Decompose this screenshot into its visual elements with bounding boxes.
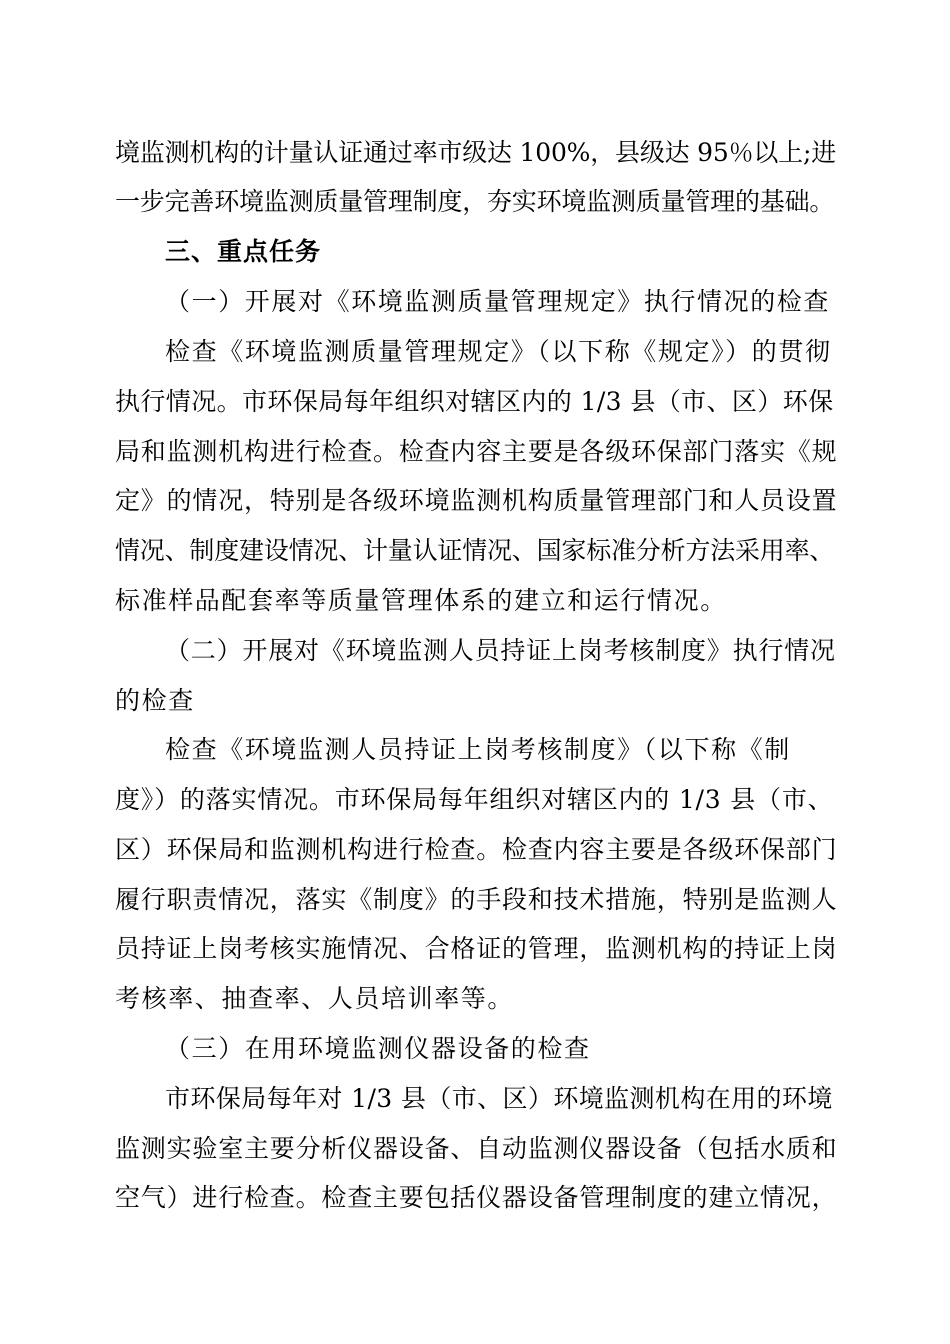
paragraph-line: 市环保局每年对 1/3 县（市、区）环境监测机构在用的环境: [165, 1084, 833, 1113]
paragraph-line: 履行职责情况，落实《制度》的手段和技术措施，特别是监测人: [115, 885, 838, 914]
subsection-heading-cont: 的检查: [115, 686, 195, 715]
paragraph-line: 区）环保局和监测机构进行检查。检查内容主要是各级环保部门: [115, 835, 838, 864]
paragraph-line: 一步完善环境监测质量管理制度，夯实环境监测质量管理的基础。: [115, 187, 835, 216]
subsection-heading: （三）在用环境监测仪器设备的检查: [165, 1034, 591, 1063]
paragraph-line: 空气）进行检查。检查主要包括仪器设备管理制度的建立情况，: [115, 1183, 838, 1212]
section-heading: 三、重点任务: [165, 237, 322, 266]
paragraph-line: 境监测机构的计量认证通过率市级达 100%，县级达 95％以上;进: [115, 138, 837, 167]
paragraph-line: 度》）的落实情况。市环保局每年组织对辖区内的 1/3 县（市、: [115, 785, 834, 814]
paragraph-line: 定》的情况，特别是各级环境监测机构质量管理部门和人员设置: [115, 486, 838, 515]
paragraph-line: 检查《环境监测人员持证上岗考核制度》（以下称《制: [165, 735, 791, 764]
paragraph-line: 考核率、抽查率、人员培训率等。: [115, 984, 515, 1013]
paragraph-line: 标准样品配套率等质量管理体系的建立和运行情况。: [115, 586, 727, 615]
paragraph-line: 情况、制度建设情况、计量认证情况、国家标准分析方法采用率、: [115, 536, 835, 565]
paragraph-line: 局和监测机构进行检查。检查内容主要是各级环保部门落实《规: [115, 437, 838, 466]
subsection-heading: （一）开展对《环境监测质量管理规定》执行情况的检查: [165, 287, 831, 316]
paragraph-line: 员持证上岗考核实施情况、合格证的管理，监测机构的持证上岗: [115, 934, 838, 963]
subsection-heading: （二）开展对《环境监测人员持证上岗考核制度》执行情况: [165, 636, 836, 665]
paragraph-line: 检查《环境监测质量管理规定》（以下称《规定》）的贯彻: [165, 337, 832, 366]
paragraph-line: 监测实验室主要分析仪器设备、自动监测仪器设备（包括水质和: [115, 1134, 838, 1163]
paragraph-line: 执行情况。市环保局每年组织对辖区内的 1/3 县（市、区）环保: [115, 387, 834, 416]
